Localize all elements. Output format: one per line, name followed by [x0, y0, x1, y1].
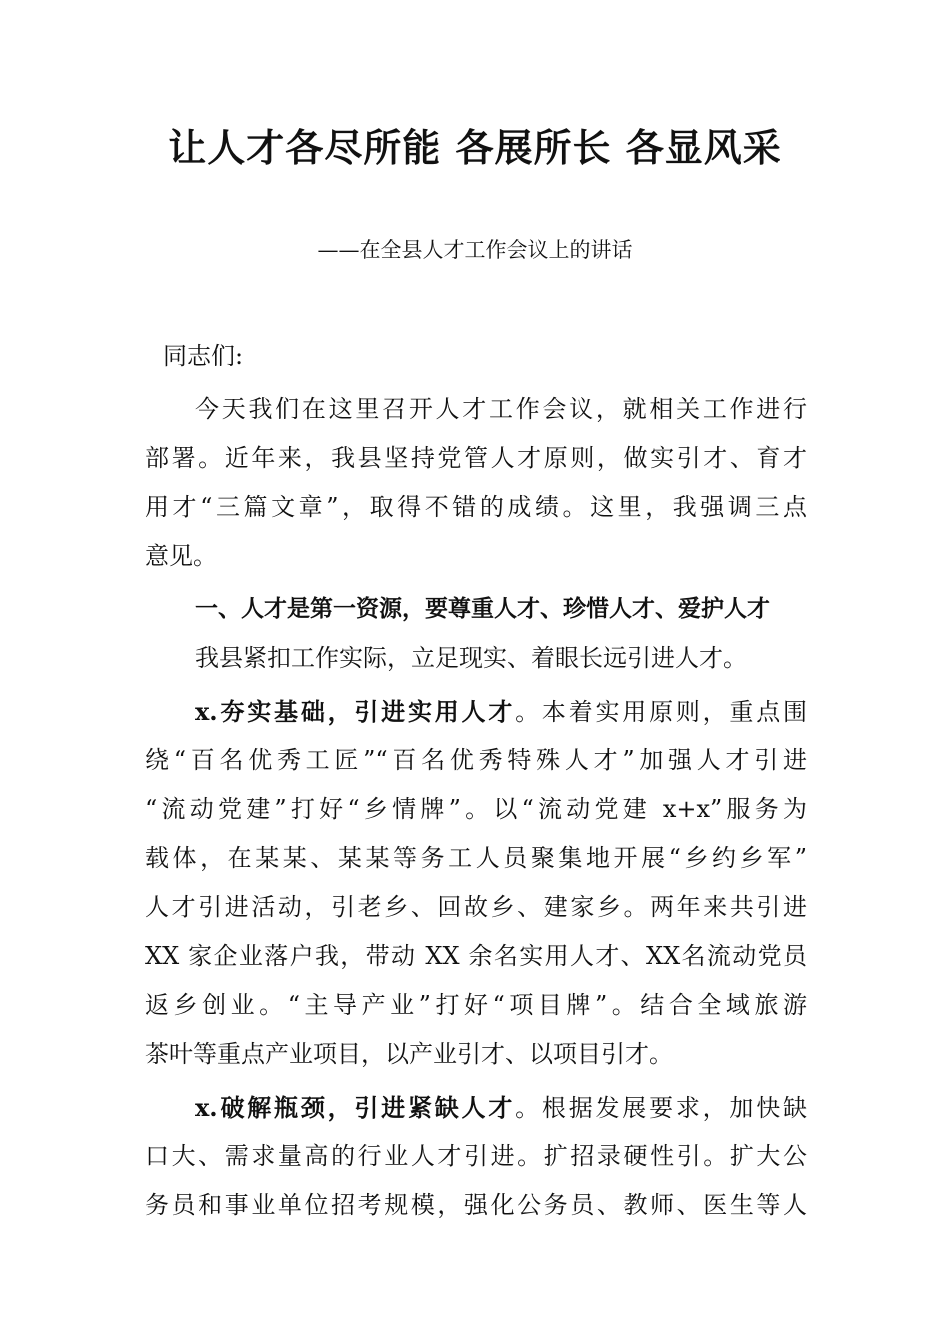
paragraph-line: XX 家企业落户我，带动 XX 余名实用人才、XX名流动党员 [145, 942, 807, 970]
point-text: 。根据发展要求，加快缺 [515, 1094, 808, 1122]
paragraph-line: 载体，在某某、某某等务工人员聚集地开展“乡约乡军” [145, 844, 807, 872]
document-title: 让人才各尽所能 各展所长 各显风采 [168, 126, 782, 170]
point-heading: x.夯实基础，引进实用人才 [195, 697, 516, 726]
paragraph-line: 人才引进活动，引老乡、回故乡、建家乡。两年来共引进 [145, 893, 807, 921]
intro-line: 今天我们在这里召开人才工作会议，就相关工作进行 [195, 395, 807, 423]
paragraph-line: 口大、需求量高的行业人才引进。扩招录硬性引。扩大公 [145, 1142, 807, 1170]
intro-line: 部署。近年来，我县坚持党管人才原则，做实引才、育才 [145, 444, 807, 472]
paragraph-line: 返乡创业。“主导产业”打好“项目牌”。结合全域旅游 [145, 991, 807, 1019]
point-first-line [145, 687, 807, 736]
section-heading: 一、人才是第一资源，要尊重人才、珍惜人才、爱护人才 [195, 596, 770, 622]
point-heading: x.破解瓶颈，引进紧缺人才 [195, 1093, 516, 1122]
paragraph-line: 绕“百名优秀工匠”“百名优秀特殊人才”加强人才引进 [145, 746, 807, 774]
document-subtitle: ——在全县人才工作会议上的讲话 [317, 238, 633, 262]
section-intro: 我县紧扣工作实际，立足现实、着眼长远引进人才。 [195, 644, 747, 672]
paragraph-line: 务员和事业单位招考规模，强化公务员、教师、医生等人 [145, 1191, 807, 1219]
paragraph-line: 茶叶等重点产业项目，以产业引才、以项目引才。 [145, 1040, 673, 1068]
document-body [145, 332, 807, 1230]
intro-line: 意见。 [145, 542, 217, 570]
point-text: 。本着实用原则，重点围 [515, 698, 808, 726]
intro-line: 用才“三篇文章”，取得不错的成绩。这里，我强调三点 [145, 493, 807, 521]
paragraph-line: “流动党建”打好“乡情牌”。以“流动党建 x+x”服务为 [145, 795, 807, 823]
point-first-line [145, 1083, 807, 1132]
greeting: 同志们: [163, 342, 244, 370]
